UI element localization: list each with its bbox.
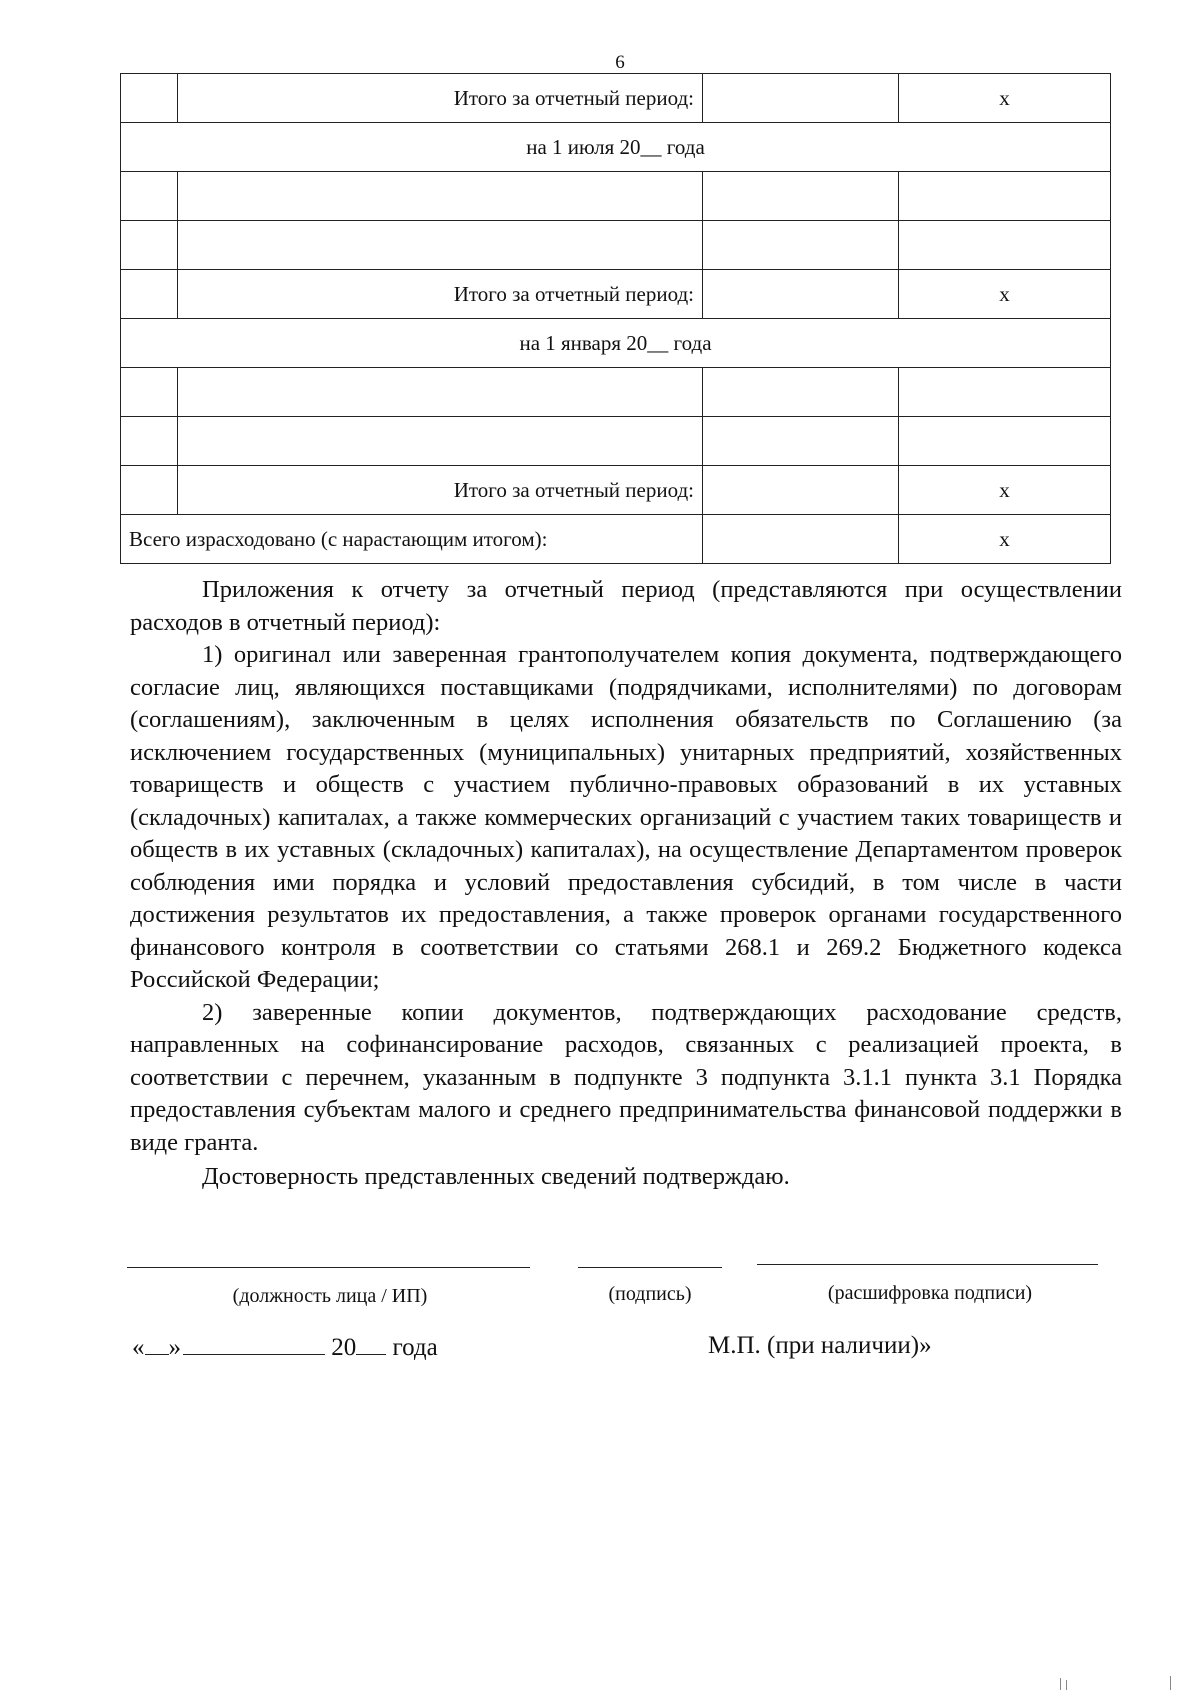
period-total-label: Итого за отчетный период: [178,466,703,515]
section-heading: на 1 июля 20__ года [121,123,1111,172]
stamp-note: М.П. (при наличии)» [708,1332,932,1359]
table-row [121,368,1111,417]
row-number-cell [121,466,178,515]
table-row [121,221,1111,270]
row-number-cell [121,417,178,466]
date-suffix: года [392,1334,438,1361]
expense-report-table [120,73,1111,564]
amount-cell [703,172,899,221]
scan-artifact [1060,1678,1061,1690]
date-line [132,1332,438,1362]
period-total-amount-cell [703,270,899,319]
period-total-mark: х [899,466,1111,515]
attachment-item-1: 1) оригинал или заверенная грантополучателем копия документа, подтверждающего согласие лиц, являющихся поставщиками (подрядчиками, исполнителями) по договорам (соглашениям), заключенным в целях исполнения обязательств по Соглашению (за исключением государственных (муниципальных) унитарных предприятий, хозяйственных товариществ и обществ с участием публично-правовых образований в их уставных (складочных) капиталах, а также коммерческих организаций с участием таких товариществ и обществ в их уставных (складочных) капиталах), на осуществление Департаментом проверок соблюдения ими порядка и условий предоставления субсидий, в том числе в части достижения результатов их предоставления, а также проверок органами государственного финансового контроля в соответствии со статьями 268.1 и 269.2 Бюджетного кодекса Российской Федерации; [130,641,1122,993]
scan-artifact [1066,1680,1067,1690]
extra-cell [899,368,1111,417]
period-total-label: Итого за отчетный период: [178,270,703,319]
day-blank [145,1332,169,1355]
table-row [121,515,1111,564]
grand-total-amount-cell [703,515,899,564]
table-row [121,270,1111,319]
extra-cell [899,417,1111,466]
period-total-mark: х [899,74,1111,123]
row-number-cell [121,74,178,123]
row-number-cell [121,221,178,270]
page-number: 6 [615,52,625,73]
table-row [121,417,1111,466]
date-year-prefix: 20 [331,1334,357,1361]
grand-total-mark: х [899,515,1111,564]
description-cell [178,368,703,417]
confirmation-statement: Достоверность представленных сведений подтверждаю. [202,1163,790,1190]
position-caption: (должность лица / ИП) [232,1285,428,1307]
section-heading: на 1 января 20__ года [121,319,1111,368]
date-quote-open: « [132,1334,145,1361]
month-blank [183,1332,325,1355]
description-cell [178,417,703,466]
signature-caption: (подпись) [608,1283,692,1305]
extra-cell [899,172,1111,221]
date-quote-close: » [168,1334,181,1361]
attachment-item-2: 2) заверенные копии документов, подтверждающих расходование средств, направленных на софинансирование расходов, связанных с реализацией проекта, в соответствии с перечнем, указанным в подпункте 3 подпункта 3.1.1 пункта 3.1 Порядка предоставления субъектам малого и среднего предпринимательства финансовой поддержки в виде гранта. [130,998,1122,1156]
period-total-mark: х [899,270,1111,319]
grand-total-label: Всего израсходовано (с нарастающим итогом): [121,515,703,564]
row-number-cell [121,270,178,319]
table-row [121,466,1111,515]
extra-cell [899,221,1111,270]
period-total-amount-cell [703,74,899,123]
body-text [130,574,1122,1194]
name-line [757,1264,1098,1265]
year-blank [356,1332,386,1355]
row-number-cell [121,172,178,221]
table-row [121,123,1111,172]
description-cell [178,172,703,221]
amount-cell [703,417,899,466]
scan-artifact [1170,1676,1171,1690]
period-total-label: Итого за отчетный период: [178,74,703,123]
attachments-intro: Приложения к отчету за отчетный период (представляются при осуществлении расходов в отчетный период): [130,576,1122,636]
amount-cell [703,368,899,417]
position-line [127,1267,530,1268]
signature-line [578,1267,722,1268]
table-row [121,172,1111,221]
period-total-amount-cell [703,466,899,515]
name-caption: (расшифровка подписи) [827,1282,1033,1304]
table-row [121,319,1111,368]
table-row [121,74,1111,123]
description-cell [178,221,703,270]
row-number-cell [121,368,178,417]
amount-cell [703,221,899,270]
